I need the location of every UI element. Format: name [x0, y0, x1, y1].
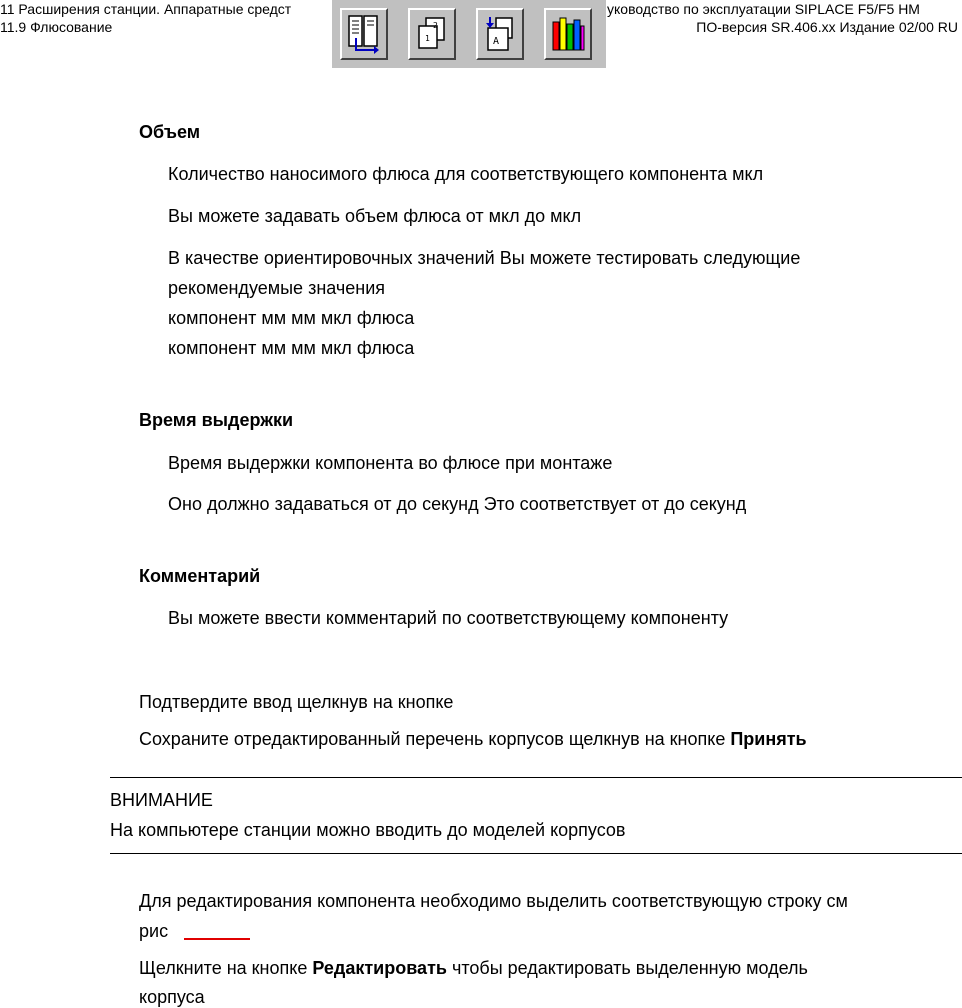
- pages-icon: [414, 14, 450, 54]
- notice-bottom-rule: [110, 853, 962, 854]
- volume-text-1: Количество наносимого флюса для соответствующего компонента мкл: [168, 164, 764, 184]
- notice-top-rule: [110, 777, 962, 778]
- volume-text-6: компонент мм мм мкл флюса: [168, 338, 415, 358]
- library-icon: [550, 14, 586, 54]
- notice-title: ВНИМАНИЕ: [110, 790, 213, 810]
- edit-text-2: рис: [139, 921, 169, 941]
- hold-text-2: Оно должно задаваться от до секунд Это соответствует от до секунд: [168, 494, 747, 514]
- confirm-text: Подтвердите ввод щелкнув на кнопке: [139, 692, 454, 712]
- edit-text-4: корпуса: [139, 987, 205, 1007]
- save-text-prefix: Сохраните отредактированный перечень корпусов щелкнув на кнопке: [139, 729, 731, 749]
- volume-text-4: рекомендуемые значения: [168, 278, 386, 298]
- edit-text-3-suffix: чтобы редактировать выделенную модель: [446, 958, 808, 978]
- svg-text:A: A: [493, 36, 500, 47]
- back-button[interactable]: [476, 8, 524, 60]
- figure-link[interactable]: [184, 938, 250, 940]
- library-button[interactable]: [544, 8, 592, 60]
- section-title: 11.9 Флюсование: [0, 19, 113, 35]
- accept-button-label: Принять: [730, 729, 807, 749]
- edit-text-3-prefix: Щелкните на кнопке: [139, 958, 313, 978]
- svg-text:1: 1: [425, 34, 430, 43]
- volume-text-2: Вы можете задавать объем флюса от мкл до мкл: [168, 206, 582, 226]
- volume-text-3: В качестве ориентировочных значений Вы можете тестировать следующие: [168, 248, 801, 268]
- edit-text-3: [139, 957, 808, 979]
- edit-text-1: Для редактирования компонента необходимо выделить соответствующую строку см: [139, 891, 848, 911]
- save-text: [139, 728, 807, 750]
- chapter-title: 11 Расширения станции. Аппаратные средст: [0, 1, 292, 17]
- manual-title: уководство по эксплуатации SIPLACE F5/F5 HM: [607, 1, 920, 17]
- pages-button[interactable]: [408, 8, 456, 60]
- back-icon: [482, 14, 518, 54]
- contents-icon: [346, 14, 382, 54]
- volume-text-5: компонент мм мм мкл флюса: [168, 308, 415, 328]
- comment-heading: Комментарий: [139, 566, 261, 586]
- svg-text:2: 2: [433, 21, 438, 30]
- navigation-toolbar: [332, 0, 606, 68]
- comment-text: Вы можете ввести комментарий по соответствующему компоненту: [168, 608, 729, 628]
- notice-text: На компьютере станции можно вводить до моделей корпусов: [110, 820, 626, 840]
- contents-button[interactable]: [340, 8, 388, 60]
- edit-button-label: Редактировать: [312, 958, 447, 978]
- version-info: ПО-версия SR.406.xx Издание 02/00 RU: [696, 19, 958, 35]
- volume-heading: Объем: [139, 122, 201, 142]
- hold-text-1: Время выдержки компонента во флюсе при монтаже: [168, 453, 613, 473]
- hold-heading: Время выдержки: [139, 410, 294, 430]
